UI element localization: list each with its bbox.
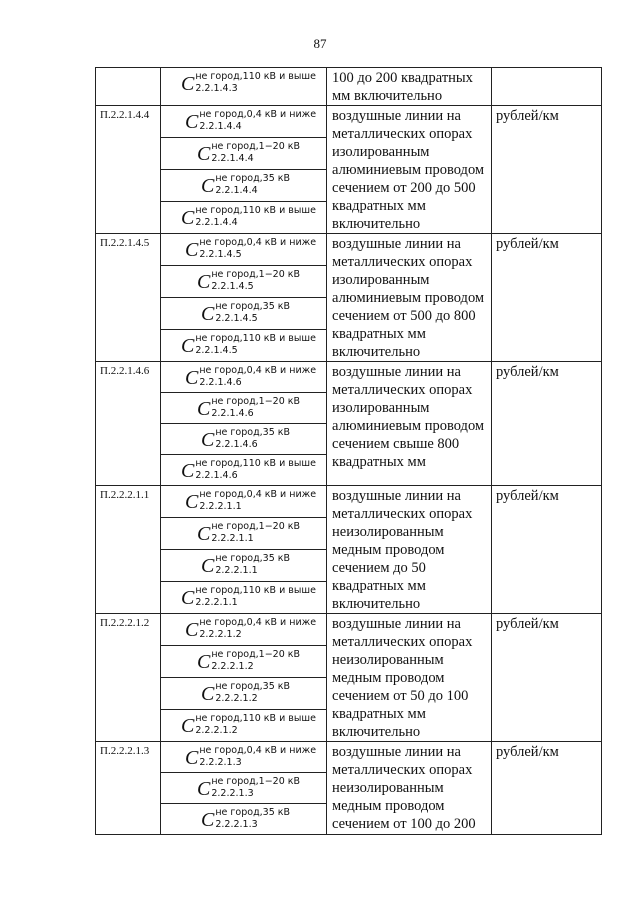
rate-symbol bbox=[161, 582, 326, 612]
rate-symbol-letter: C bbox=[181, 587, 195, 609]
rate-symbol bbox=[161, 614, 326, 644]
rate-symbol-letter: C bbox=[181, 207, 195, 229]
rate-symbol-letter: C bbox=[185, 747, 199, 769]
item-unit: рублей/км bbox=[492, 234, 602, 362]
rate-symbol-cell bbox=[161, 455, 327, 486]
rate-symbol-subscript: 2.2.1.4.3 bbox=[195, 83, 238, 94]
rate-symbol-subscript: 2.2.2.1.2 bbox=[211, 661, 254, 672]
rate-symbol-cell bbox=[161, 330, 327, 362]
rate-symbol-superscript: не город,1−20 кВ bbox=[211, 269, 301, 280]
rate-symbol bbox=[161, 646, 326, 676]
rate-symbol-subscript: 2.2.1.4.4 bbox=[211, 153, 254, 164]
rate-symbol bbox=[161, 773, 326, 803]
rate-symbol-superscript: не город,35 кВ bbox=[215, 173, 291, 184]
rate-symbol-cell bbox=[161, 138, 327, 170]
tariff-table-body bbox=[96, 68, 602, 835]
item-code bbox=[96, 68, 161, 106]
item-unit: рублей/км bbox=[492, 106, 602, 234]
table-row bbox=[96, 234, 602, 266]
rate-symbol-subscript: 2.2.1.4.4 bbox=[215, 185, 258, 196]
rate-symbol-subscript: 2.2.2.1.2 bbox=[195, 725, 238, 736]
table-row bbox=[96, 614, 602, 646]
rate-symbol-cell bbox=[161, 393, 327, 424]
item-description: 100 до 200 квадратных мм включительно bbox=[327, 68, 492, 106]
rate-symbol-letter: C bbox=[181, 335, 195, 357]
rate-symbol-cell bbox=[161, 804, 327, 835]
item-description: воздушные линии на металлических опорах неизолированным медным проводом сечением от 100 до 200 bbox=[327, 742, 492, 835]
item-code: П.2.2.2.1.1 bbox=[96, 486, 161, 614]
rate-symbol-letter: C bbox=[197, 271, 211, 293]
rate-symbol-letter: C bbox=[185, 367, 199, 389]
rate-symbol-cell bbox=[161, 68, 327, 106]
rate-symbol-superscript: не город,0,4 кВ и ниже bbox=[199, 745, 317, 756]
rate-symbol bbox=[161, 330, 326, 360]
rate-symbol-superscript: не город,1−20 кВ bbox=[211, 141, 301, 152]
rate-symbol bbox=[161, 455, 326, 485]
rate-symbol-subscript: 2.2.2.1.1 bbox=[199, 501, 242, 512]
rate-symbol-subscript: 2.2.1.4.4 bbox=[195, 217, 238, 228]
rate-symbol-cell bbox=[161, 646, 327, 678]
rate-symbol-cell bbox=[161, 424, 327, 455]
rate-symbol-subscript: 2.2.2.1.3 bbox=[215, 819, 258, 830]
rate-symbol bbox=[161, 362, 326, 392]
rate-symbol-subscript: 2.2.1.4.6 bbox=[215, 439, 258, 450]
table-row bbox=[96, 68, 602, 106]
rate-symbol-cell bbox=[161, 614, 327, 646]
rate-symbol-superscript: не город,110 кВ и выше bbox=[195, 458, 316, 469]
item-unit bbox=[492, 68, 602, 106]
item-code: П.2.2.2.1.2 bbox=[96, 614, 161, 742]
tariff-table bbox=[95, 67, 602, 835]
rate-symbol-cell bbox=[161, 234, 327, 266]
item-unit: рублей/км bbox=[492, 614, 602, 742]
rate-symbol bbox=[161, 550, 326, 580]
rate-symbol-subscript: 2.2.1.4.6 bbox=[199, 377, 242, 388]
rate-symbol-superscript: не город,110 кВ и выше bbox=[195, 585, 316, 596]
rate-symbol-cell bbox=[161, 582, 327, 614]
rate-symbol-subscript: 2.2.2.1.1 bbox=[195, 597, 238, 608]
rate-symbol bbox=[161, 393, 326, 423]
rate-symbol bbox=[161, 742, 326, 772]
rate-symbol-superscript: не город,35 кВ bbox=[215, 427, 291, 438]
item-code: П.2.2.1.4.4 bbox=[96, 106, 161, 234]
rate-symbol bbox=[161, 170, 326, 200]
table-row bbox=[96, 362, 602, 393]
rate-symbol bbox=[161, 424, 326, 454]
rate-symbol-subscript: 2.2.1.4.5 bbox=[195, 345, 238, 356]
rate-symbol bbox=[161, 298, 326, 328]
page-number: 87 bbox=[313, 36, 327, 51]
item-code: П.2.2.2.1.3 bbox=[96, 742, 161, 835]
rate-symbol-cell bbox=[161, 773, 327, 804]
rate-symbol bbox=[161, 486, 326, 516]
rate-symbol-letter: C bbox=[185, 111, 199, 133]
rate-symbol-letter: C bbox=[201, 809, 215, 831]
table-row bbox=[96, 486, 602, 518]
item-code: П.2.2.1.4.6 bbox=[96, 362, 161, 486]
rate-symbol-letter: C bbox=[197, 778, 211, 800]
rate-symbol-superscript: не город,0,4 кВ и ниже bbox=[199, 109, 317, 120]
item-description: воздушные линии на металлических опорах неизолированным медным проводом сечением от 50 до 100 квадратных мм включительно bbox=[327, 614, 492, 742]
rate-symbol-superscript: не город,1−20 кВ bbox=[211, 776, 301, 787]
rate-symbol-letter: C bbox=[201, 303, 215, 325]
table-row bbox=[96, 106, 602, 138]
rate-symbol-letter: C bbox=[197, 523, 211, 545]
rate-symbol-cell bbox=[161, 518, 327, 550]
rate-symbol bbox=[161, 804, 326, 834]
item-description: воздушные линии на металлических опорах изолированным алюминиевым проводом сечением свыше 800 квадратных мм bbox=[327, 362, 492, 486]
rate-symbol-cell bbox=[161, 298, 327, 330]
rate-symbol-subscript: 2.2.2.1.2 bbox=[199, 629, 242, 640]
rate-symbol bbox=[161, 202, 326, 232]
rate-symbol-cell bbox=[161, 266, 327, 298]
rate-symbol-cell bbox=[161, 678, 327, 710]
rate-symbol bbox=[161, 518, 326, 548]
rate-symbol-letter: C bbox=[197, 143, 211, 165]
rate-symbol-superscript: не город,0,4 кВ и ниже bbox=[199, 617, 317, 628]
item-unit: рублей/км bbox=[492, 362, 602, 486]
rate-symbol-subscript: 2.2.1.4.5 bbox=[215, 313, 258, 324]
rate-symbol-superscript: не город,35 кВ bbox=[215, 553, 291, 564]
rate-symbol-letter: C bbox=[201, 555, 215, 577]
rate-symbol-subscript: 2.2.2.1.3 bbox=[199, 757, 242, 768]
rate-symbol-letter: C bbox=[201, 683, 215, 705]
rate-symbol-letter: C bbox=[181, 715, 195, 737]
rate-symbol-subscript: 2.2.2.1.1 bbox=[211, 533, 254, 544]
rate-symbol-subscript: 2.2.1.4.4 bbox=[199, 121, 242, 132]
rate-symbol-superscript: не город,0,4 кВ и ниже bbox=[199, 237, 317, 248]
item-description: воздушные линии на металлических опорах изолированным алюминиевым проводом сечением от 200 до 500 квадратных мм включительно bbox=[327, 106, 492, 234]
rate-symbol-subscript: 2.2.2.1.1 bbox=[215, 565, 258, 576]
rate-symbol-superscript: не город,1−20 кВ bbox=[211, 521, 301, 532]
rate-symbol-letter: C bbox=[181, 460, 195, 482]
rate-symbol-superscript: не город,0,4 кВ и ниже bbox=[199, 489, 317, 500]
rate-symbol-superscript: не город,35 кВ bbox=[215, 807, 291, 818]
rate-symbol-cell bbox=[161, 362, 327, 393]
rate-symbol bbox=[161, 678, 326, 708]
rate-symbol-cell bbox=[161, 486, 327, 518]
rate-symbol-letter: C bbox=[197, 651, 211, 673]
rate-symbol-subscript: 2.2.1.4.5 bbox=[211, 281, 254, 292]
item-unit: рублей/км bbox=[492, 742, 602, 835]
rate-symbol-cell bbox=[161, 550, 327, 582]
rate-symbol-superscript: не город,0,4 кВ и ниже bbox=[199, 365, 317, 376]
rate-symbol-cell bbox=[161, 106, 327, 138]
rate-symbol-letter: C bbox=[185, 619, 199, 641]
rate-symbol-superscript: не город,35 кВ bbox=[215, 301, 291, 312]
item-unit: рублей/км bbox=[492, 486, 602, 614]
item-description: воздушные линии на металлических опорах изолированным алюминиевым проводом сечением от 500 до 800 квадратных мм включительно bbox=[327, 234, 492, 362]
rate-symbol-subscript: 2.2.2.1.2 bbox=[215, 693, 258, 704]
rate-symbol bbox=[161, 138, 326, 168]
rate-symbol-cell bbox=[161, 710, 327, 742]
item-description: воздушные линии на металлических опорах неизолированным медным проводом сечением до 50 квадратных мм включительно bbox=[327, 486, 492, 614]
item-code: П.2.2.1.4.5 bbox=[96, 234, 161, 362]
rate-symbol-superscript: не город,35 кВ bbox=[215, 681, 291, 692]
rate-symbol-subscript: 2.2.2.1.3 bbox=[211, 788, 254, 799]
rate-symbol-superscript: не город,110 кВ и выше bbox=[195, 71, 316, 82]
rate-symbol-superscript: не город,110 кВ и выше bbox=[195, 205, 316, 216]
rate-symbol-cell bbox=[161, 742, 327, 773]
rate-symbol-letter: C bbox=[201, 175, 215, 197]
rate-symbol-subscript: 2.2.1.4.5 bbox=[199, 249, 242, 260]
rate-symbol bbox=[161, 68, 326, 98]
rate-symbol-cell bbox=[161, 202, 327, 234]
rate-symbol-letter: C bbox=[185, 491, 199, 513]
rate-symbol-subscript: 2.2.1.4.6 bbox=[211, 408, 254, 419]
rate-symbol-subscript: 2.2.1.4.6 bbox=[195, 470, 238, 481]
rate-symbol-superscript: не город,110 кВ и выше bbox=[195, 713, 316, 724]
rate-symbol-letter: C bbox=[185, 239, 199, 261]
rate-symbol bbox=[161, 106, 326, 136]
rate-symbol-superscript: не город,1−20 кВ bbox=[211, 396, 301, 407]
table-row bbox=[96, 742, 602, 773]
rate-symbol bbox=[161, 710, 326, 740]
rate-symbol-superscript: не город,1−20 кВ bbox=[211, 649, 301, 660]
rate-symbol-letter: C bbox=[201, 429, 215, 451]
rate-symbol bbox=[161, 234, 326, 264]
rate-symbol-letter: C bbox=[197, 398, 211, 420]
rate-symbol-superscript: не город,110 кВ и выше bbox=[195, 333, 316, 344]
rate-symbol bbox=[161, 266, 326, 296]
rate-symbol-letter: C bbox=[181, 73, 195, 95]
rate-symbol-cell bbox=[161, 170, 327, 202]
